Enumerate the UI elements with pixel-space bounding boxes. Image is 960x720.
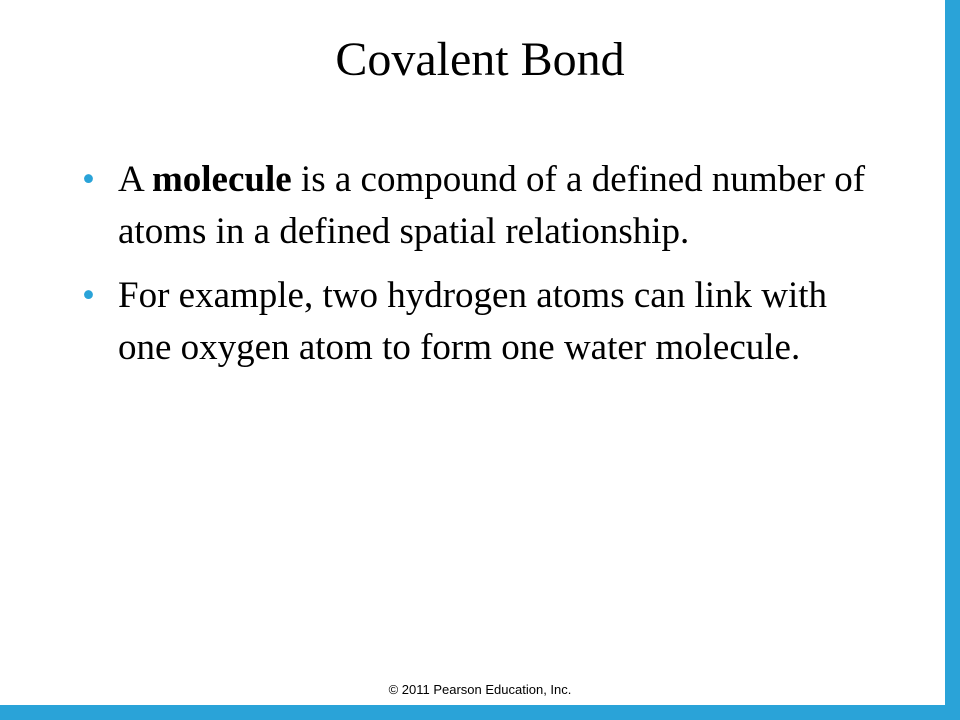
bullet-item-water-example bbox=[82, 270, 882, 374]
bullet-icon: • bbox=[82, 275, 95, 316]
bullet-list bbox=[82, 154, 882, 386]
slide-title: Covalent Bond bbox=[335, 33, 625, 86]
bullet-item-molecule-definition bbox=[82, 154, 882, 258]
bullet-text-example: For example, two hydrogen atoms can link with one oxygen atom to form one water molecule. bbox=[118, 275, 828, 368]
right-accent-bar bbox=[945, 0, 960, 720]
copyright-footer: © 2011 Pearson Education, Inc. bbox=[388, 682, 572, 697]
bullet-text-prefix: A bbox=[118, 159, 152, 200]
bullet-text-suffix: is a compound of a defined number of atoms in a defined spatial relationship. bbox=[118, 159, 866, 252]
bullet-icon: • bbox=[82, 159, 95, 200]
bullet-emphasis-molecule: molecule bbox=[151, 159, 292, 200]
bottom-accent-bar bbox=[0, 705, 960, 720]
